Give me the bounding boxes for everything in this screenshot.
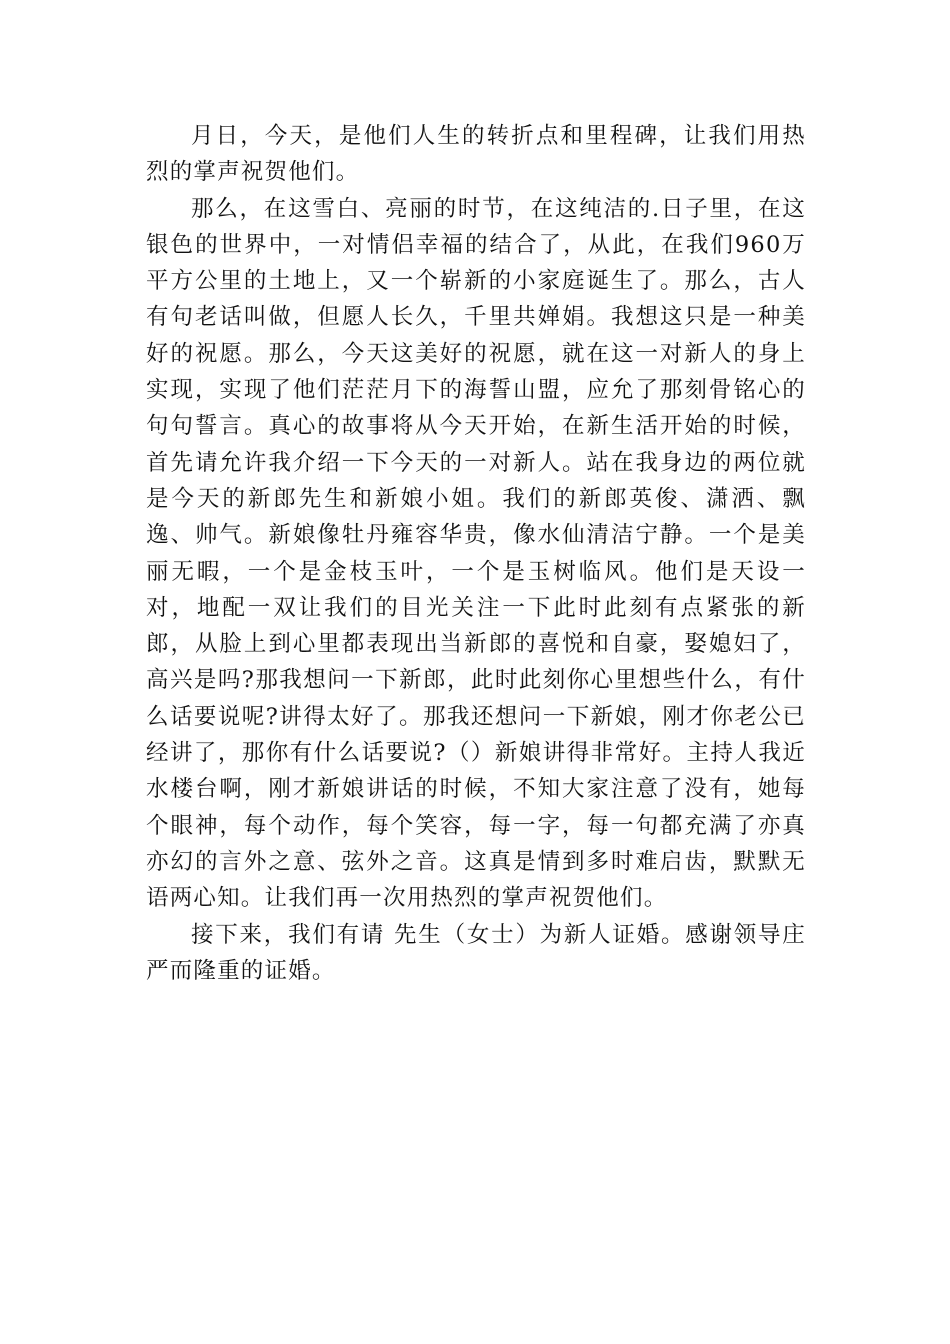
paragraph-1: 月日，今天，是他们人生的转折点和里程碑，让我们用热烈的掌声祝贺他们。	[146, 123, 806, 186]
paragraph-2: 那么，在这雪白、亮丽的时节，在这纯洁的.日子里，在这银色的世界中，一对情侣幸福的结合了，从此，在我们960万平方公里的土地上，又一个崭新的小家庭诞生了。那么，古人有句老话叫做，但愿人长久，千里共婵娟。我想这只是一种美好的祝愿。那么，今天这美好的祝愿，就在这一对新人的身上实现，实现了他们茫茫月下的海誓山盟，应允了那刻骨铭心的句句誓言。真心的故事将从今天开始，在新生活开始的时候，首先请允许我介绍一下今天的一对新人。站在我身边的两位就是今天的新郎先生和新娘小姐。我们的新郎英俊、潇洒、飘逸、帅气。新娘像牡丹雍容华贵，像水仙清洁宁静。一个是美丽无暇，一个是金枝玉叶，一个是玉树临风。他们是天设一对，地配一双让我们的目光关注一下此时此刻有点紧张的新郎，从脸上到心里都表现出当新郎的喜悦和自豪，娶媳妇了，高兴是吗?那我想问一下新郎，此时此刻你心里想些什么，有什么话要说呢?讲得太好了。那我还想问一下新娘，刚才你老公已经讲了，那你有什么话要说?（）新娘讲得非常好。主持人我近水楼台啊，刚才新娘讲话的时候，不知大家注意了没有，她每个眼神，每个动作，每个笑容，每一字，每一句都充满了亦真亦幻的言外之意、弦外之音。这真是情到多时难启齿，默默无语两心知。让我们再一次用热烈的掌声祝贺他们。	[146, 195, 806, 912]
paragraph-3: 接下来，我们有请 先生（女士）为新人证婚。感谢领导庄严而隆重的证婚。	[146, 921, 806, 984]
document-body	[146, 118, 806, 989]
